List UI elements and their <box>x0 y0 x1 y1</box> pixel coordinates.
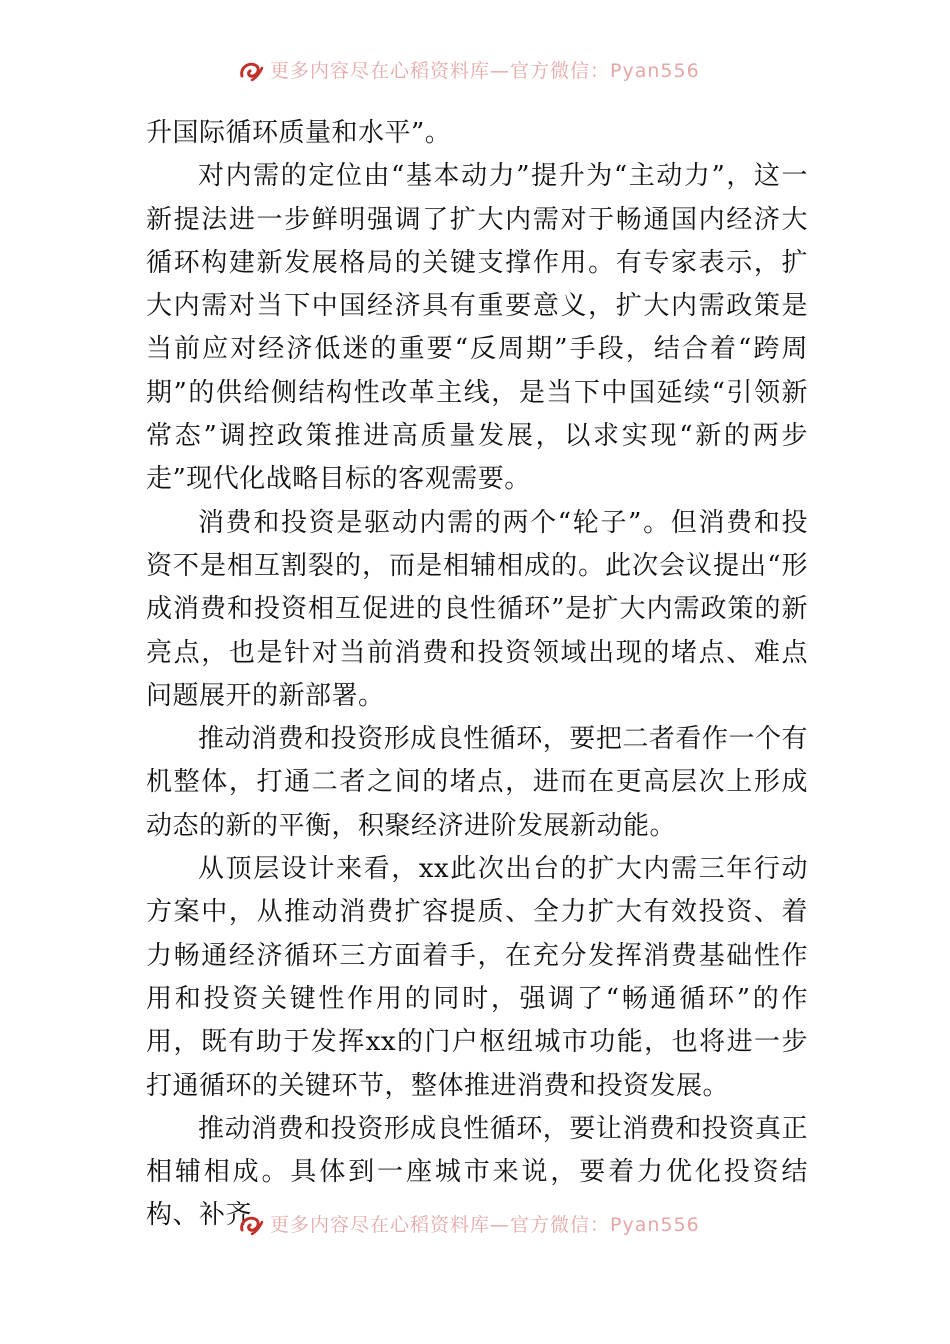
watermark-logo-icon <box>238 60 264 82</box>
document-body <box>146 112 808 1238</box>
paragraph: 推动消费和投资形成良性循环，要把二者看作一个有机整体，打通二者之间的堵点，进而在更高层次上形成动态的新的平衡，积聚经济进阶发展新动能。 <box>146 724 808 841</box>
footer-watermark <box>238 1212 700 1238</box>
header-watermark <box>238 58 700 84</box>
paragraph: 推动消费和投资形成良性循环，要让消费和投资真正相辅相成。具体到一座城市来说，要着力优化投资结构、补齐 <box>146 1113 808 1231</box>
paragraph-continuation: 升国际循环质量和水平”。 <box>146 118 452 148</box>
paragraph: 从顶层设计来看，xx此次出台的扩大内需三年行动方案中，从推动消费扩容提质、全力扩大有效投资、着力畅通经济循环三方面着手，在充分发挥消费基础性作用和投资关键性作用的同时，强调了“畅通循环”的作用，既有助于发挥xx的门户枢纽城市功能，也将进一步打通循环的关键环节，整体推进消费和投资发展。 <box>146 854 808 1101</box>
watermark-text: 更多内容尽在心稻资料库—官方微信：Pyan556 <box>270 60 700 82</box>
paragraph: 对内需的定位由“基本动力”提升为“主动力”，这一新提法进一步鲜明强调了扩大内需对于畅通国内经济大循环构建新发展格局的关键支撑作用。有专家表示，扩大内需对当下中国经济具有重要意义，扩大内需政策是当前应对经济低迷的重要“反周期”手段，结合着“跨周期”的供给侧结构性改革主线，是当下中国延续“引领新常态”调控政策推进高质量发展，以求实现“新的两步走”现代化战略目标的客观需要。 <box>146 161 808 495</box>
watermark-logo-icon <box>238 1214 264 1236</box>
paragraph: 消费和投资是驱动内需的两个“轮子”。但消费和投资不是相互割裂的，而是相辅相成的。此次会议提出“形成消费和投资相互促进的良性循环”是扩大内需政策的新亮点，也是针对当前消费和投资领域出现的堵点、难点问题展开的新部署。 <box>146 507 808 711</box>
watermark-text: 更多内容尽在心稻资料库—官方微信：Pyan556 <box>270 1214 700 1236</box>
